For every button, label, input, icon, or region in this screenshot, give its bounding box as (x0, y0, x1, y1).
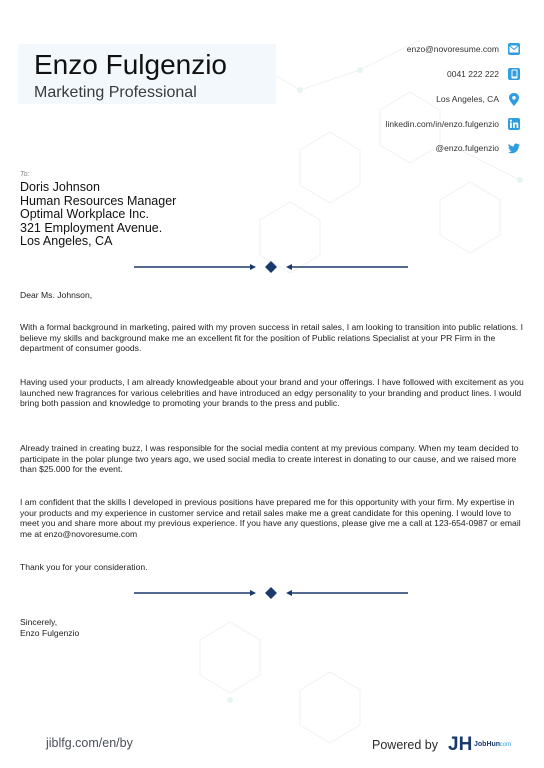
recipient-position: Human Resources Manager (20, 193, 177, 208)
map-pin-icon (508, 93, 520, 105)
contact-twitter-text: @enzo.fulgenzio (435, 143, 499, 153)
powered-by-label: Powered by (372, 738, 439, 752)
section-divider-bottom (134, 586, 408, 600)
envelope-icon (508, 43, 520, 55)
contact-email[interactable] (407, 41, 520, 57)
logo-name: JobHun (474, 741, 501, 748)
contact-linkedin[interactable] (386, 116, 520, 132)
section-divider-top (134, 260, 408, 274)
contact-location[interactable] (436, 91, 520, 107)
recipient-company: Optimal Workplace Inc. (20, 207, 149, 222)
paragraph-4: I am confident that the skills I developed in previous positions have prepared me for this opportunity with your firm. My expertise in your products and my experience in customer service and retail sales make me a great candidate for this opening. I would love to meet you and share more about my previous experience. If you have any questions, please give me a call at 123-654-0987 or email me at enzo@novoresume.com (20, 497, 521, 539)
signoff: Sincerely, (20, 617, 58, 627)
name-header-box (18, 44, 276, 104)
recipient-name: Doris Johnson (20, 180, 100, 194)
phone-icon (508, 68, 520, 80)
contact-linkedin-text: linkedin.com/in/enzo.fulgenzio (385, 119, 499, 129)
paragraph-3: Already trained in creating buzz, I was responsible for the social media content at my previous company. When my team decided to participate in the polar plunge two years ago, we used social media to create interest in donating to our cause, and we raised more than $25.000 for the event. (20, 443, 519, 475)
recipient-street: 321 Employment Avenue. (20, 220, 163, 235)
applicant-name: Enzo Fulgenzio (34, 49, 228, 80)
paragraph-1: With a formal background in marketing, paired with my proven success in retail sales, I am looking to transition into public relations. I believe my skills and background make me an excellent fit for the position of Public relations Specialist at your PR Firm in the department of consumer goods. (20, 322, 523, 354)
contact-twitter[interactable] (436, 140, 520, 156)
contact-phone-text: 0041 222 222 (447, 69, 499, 79)
jobhun-logo[interactable] (448, 732, 520, 754)
paragraph-2: Having used your products, I am already knowledgeable about your brand and your offerings. I have followed with excitement as you launched new fragrances for various celebrities and have introduced an edgy personality to your branding and product lines. I would bring both passion and knowledge to promoting your brands to the press and public. (20, 377, 524, 409)
closing-line: Thank you for your consideration. (20, 562, 148, 572)
recipient-city: Los Angeles, CA (20, 234, 113, 249)
salutation: Dear Ms. Johnson, (20, 290, 93, 300)
recipient-block (20, 181, 176, 249)
to-label: To: (20, 171, 30, 178)
logo-letters: JH (448, 734, 473, 754)
footer-url-link[interactable]: jiblfg.com/en/by (46, 736, 133, 750)
signature-name: Enzo Fulgenzio (20, 628, 80, 638)
logo-suffix: .com (498, 742, 512, 748)
contact-phone[interactable] (447, 66, 520, 82)
linkedin-icon (508, 118, 520, 130)
twitter-icon (508, 142, 520, 154)
contact-email-text: enzo@novoresume.com (406, 44, 499, 54)
applicant-title: Marketing Professional (34, 84, 197, 101)
contact-location-text: Los Angeles, CA (436, 94, 499, 104)
